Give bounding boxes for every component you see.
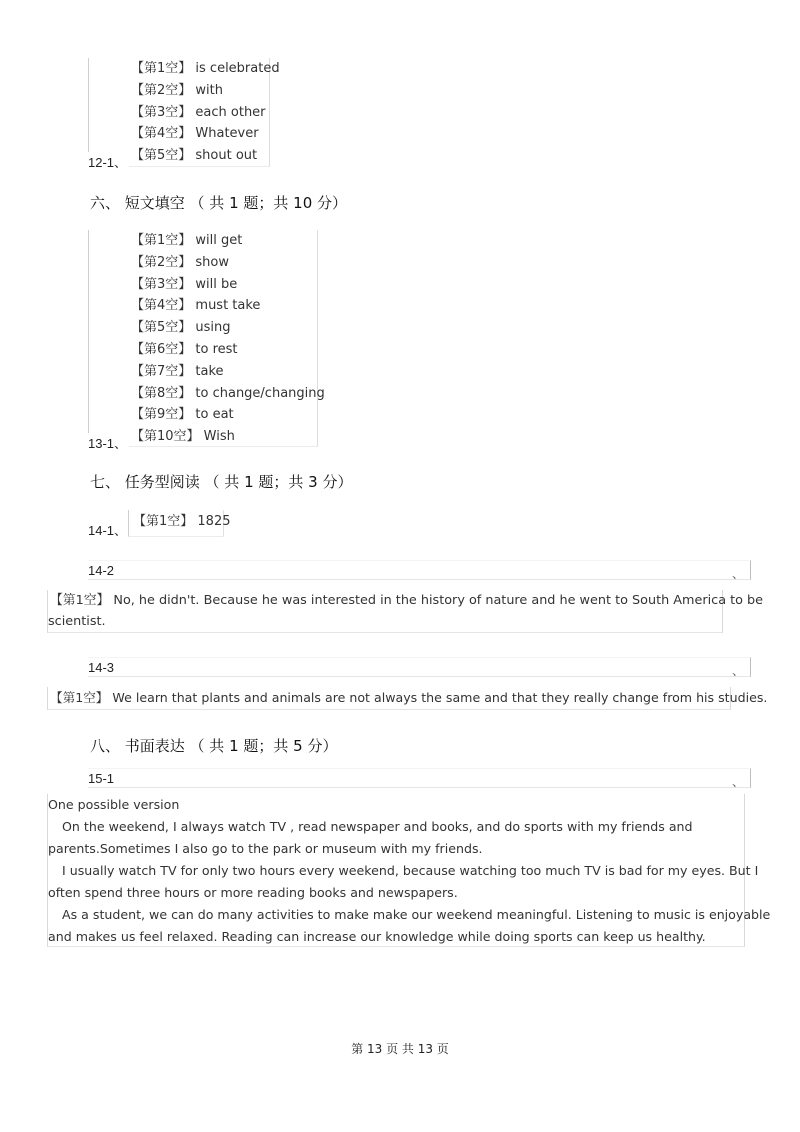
q14-2-row (88, 560, 751, 580)
q12-answer-2: 【第2空】 with (131, 82, 223, 98)
essay-line-5: often spend three hours or more reading books and newspapers. (48, 885, 458, 900)
essay-line-2: On the weekend, I always watch TV , read newspaper and books, and do sports with my friends and (62, 819, 693, 834)
q13-answer-9: 【第9空】 to eat (131, 407, 234, 423)
essay-line-4: I usually watch TV for only two hours every weekend, because watching too much TV is bad for my eyes. But I (62, 863, 759, 878)
q13-answer-8: 【第8空】 to change/changing (131, 385, 325, 401)
q15-1-comma: 、 (731, 775, 744, 789)
q13-answer-7: 【第7空】 take (131, 363, 224, 379)
q15-1-row (88, 768, 751, 788)
q13-answer-10: 【第10空】 Wish (131, 429, 235, 445)
section-7-heading: 七、 任务型阅读 （ 共 1 题；共 3 分） (90, 473, 353, 491)
page-footer: 第 13 页 共 13 页 (351, 1042, 449, 1056)
q13-answer-3: 【第3空】 will be (131, 276, 238, 292)
q13-number: 13-1、 (88, 433, 129, 452)
q14-3-comma: 、 (731, 664, 744, 678)
q13-answer-1: 【第1空】 will get (131, 233, 243, 248)
q12-answer-box (88, 58, 280, 167)
q14-3-row (88, 657, 751, 677)
q14-2-answer-box (47, 590, 764, 633)
q13-answer-5: 【第5空】 using (131, 320, 231, 336)
q15-1-number: 15-1 (88, 771, 115, 786)
q12-number: 12-1、 (88, 152, 129, 171)
essay-line-6: As a student, we can do many activities to make make our weekend meaningful. Listening to music is enjoyable (62, 907, 771, 922)
q14-2-comma: 、 (731, 567, 744, 581)
q14-3-number: 14-3 (88, 660, 115, 675)
q12-answer-1: 【第1空】 is celebrated (131, 61, 280, 76)
essay-line-3: parents.Sometimes I also go to the park or museum with my friends. (48, 841, 483, 856)
q13-answer-box (88, 230, 325, 447)
q15-1-essay-box (47, 794, 771, 947)
q12-answer-5: 【第5空】 shout out (131, 148, 258, 164)
q13-answer-4: 【第4空】 must take (131, 298, 261, 314)
q14-2-number: 14-2 (88, 563, 115, 578)
q14-1-number: 14-1、 (88, 523, 128, 538)
q12-answer-4: 【第4空】 Whatever (131, 126, 259, 142)
q14-3-answer: 【第1空】 We learn that plants and animals are not always the same and that they really change from his studies. (50, 690, 768, 705)
q14-3-answer-box (47, 687, 768, 710)
q12-answer-3: 【第3空】 each other (131, 104, 266, 120)
q14-1-answer: 【第1空】 1825 (133, 514, 231, 529)
q14-1-answer-box (128, 510, 231, 537)
q13-answer-6: 【第6空】 to rest (131, 341, 238, 357)
essay-line-7: and makes us feel relaxed. Reading can increase our knowledge while doing sports can keep us healthy. (48, 929, 706, 944)
q14-2-answer-line-2: scientist. (48, 614, 106, 629)
q14-2-answer-line-1: 【第1空】 No, he didn't. Because he was interested in the history of nature and he went to South America to be (50, 593, 764, 608)
section-8-heading: 八、 书面表达 （ 共 1 题；共 5 分） (90, 737, 338, 755)
essay-line-1: One possible version (48, 797, 180, 812)
section-6-heading: 六、 短文填空 （ 共 1 题；共 10 分） (90, 194, 348, 212)
q13-answer-2: 【第2空】 show (131, 254, 230, 270)
